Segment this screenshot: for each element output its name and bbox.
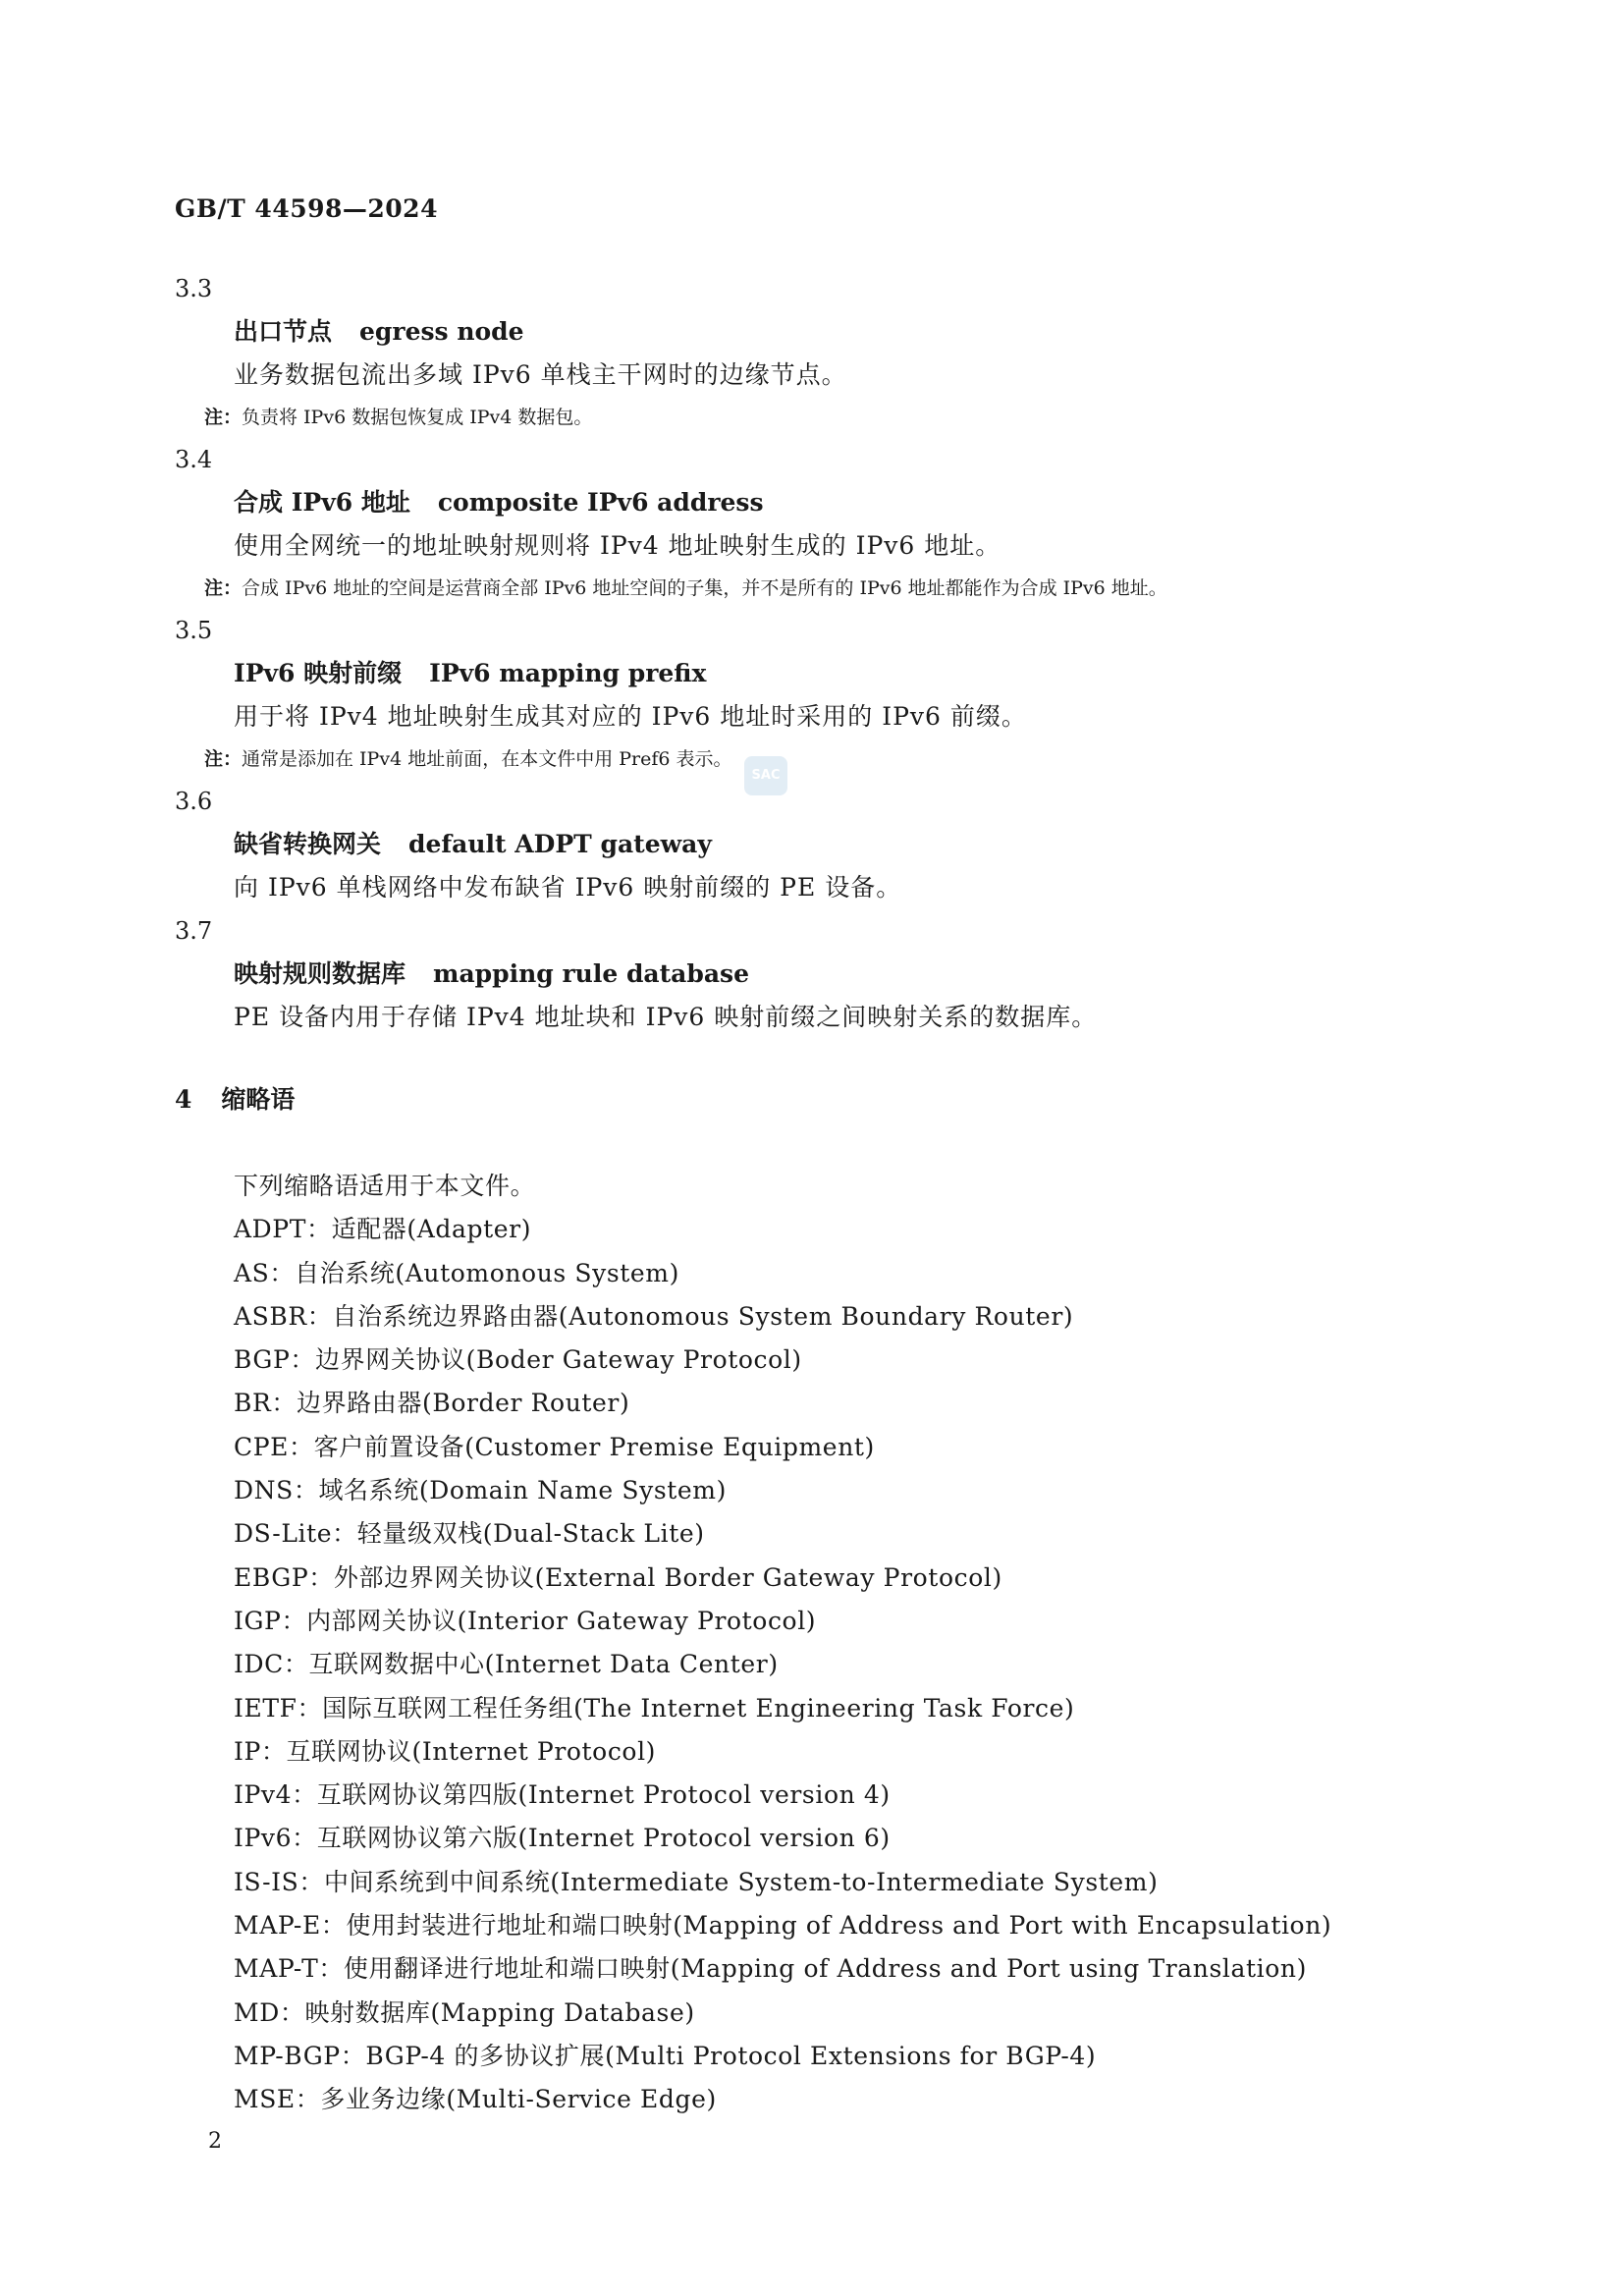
abbreviation-item: AS：自治系统(Automonous System): [234, 1258, 679, 1287]
abbreviation-item: IDC：互联网数据中心(Internet Data Center): [234, 1650, 779, 1679]
term-number: 3.4: [175, 446, 213, 473]
abbreviation-item: MAP-T：使用翻译进行地址和端口映射(Mapping of Address and Port using Translation): [234, 1954, 1307, 1984]
term-title-en: mapping rule database: [433, 959, 750, 988]
abbreviation-item: IETF：国际互联网工程任务组(The Internet Engineering Task Force): [234, 1693, 1075, 1722]
term-title: [175, 310, 1451, 354]
term-3-4: [175, 438, 1451, 609]
abbreviation-item: CPE：客户前置设备(Customer Premise Equipment): [234, 1432, 875, 1461]
abbreviation-item: IPv6：互联网协议第六版(Internet Protocol version 6): [234, 1824, 891, 1853]
note-label: 注：: [204, 407, 243, 428]
term-definition: 向 IPv6 单栈网络中发布缺省 IPv6 映射前缀的 PE 设备。: [234, 873, 902, 902]
note-label: 注：: [204, 748, 243, 770]
term-definition: 业务数据包流出多域 IPv6 单栈主干网时的边缘节点。: [234, 360, 847, 389]
document-id: GB/T 44598—2024: [175, 194, 438, 223]
abbreviation-item: MD：映射数据库(Mapping Database): [234, 1997, 695, 2027]
abbreviation-item: EBGP：外部边界网关协议(External Border Gateway Protocol): [234, 1562, 1002, 1592]
abbreviation-item: DS-Lite：轻量级双栈(Dual-Stack Lite): [234, 1519, 705, 1549]
term-title-en: IPv6 mapping prefix: [429, 659, 707, 687]
abbreviation-item: IS-IS：中间系统到中间系统(Intermediate System-to-Intermediate System): [234, 1867, 1159, 1896]
abbreviation-item: BGP：边界网关协议(Boder Gateway Protocol): [234, 1345, 802, 1375]
term-note: [175, 738, 1451, 780]
abbreviations-intro: 下列缩略语适用于本文件。: [234, 1172, 536, 1200]
abbreviation-item: ADPT：适配器(Adapter): [234, 1215, 532, 1244]
abbreviation-item: MAP-E：使用封装进行地址和端口映射(Mapping of Address and Port with Encapsulation): [234, 1911, 1332, 1941]
term-3-3: [175, 267, 1451, 438]
term-note: [175, 568, 1451, 609]
term-title-cn: 映射规则数据库: [234, 959, 406, 988]
note-text: 合成 IPv6 地址的空间是运营商全部 IPv6 地址空间的子集，并不是所有的 IPv6 地址都能作为合成 IPv6 地址。: [242, 577, 1167, 599]
term-title-en: default ADPT gateway: [408, 830, 712, 858]
term-3-6: [175, 780, 1451, 909]
section-heading: [175, 1080, 295, 1116]
term-title: [175, 652, 1451, 695]
abbreviation-item: IPv4：互联网协议第四版(Internet Protocol version 4): [234, 1780, 891, 1810]
term-definition: 用于将 IPv4 地址映射生成其对应的 IPv6 地址时采用的 IPv6 前缀。: [234, 702, 1027, 731]
abbreviation-item: IP：互联网协议(Internet Protocol): [234, 1736, 657, 1766]
abbreviation-item: DNS：域名系统(Domain Name System): [234, 1476, 727, 1505]
term-3-7: [175, 909, 1451, 1039]
term-title: [175, 953, 1451, 996]
section-number: 4: [175, 1085, 192, 1114]
note-text: 负责将 IPv6 数据包恢复成 IPv4 数据包。: [242, 407, 593, 428]
term-title-cn: 合成 IPv6 地址: [234, 488, 410, 517]
term-note: [175, 397, 1451, 438]
note-text: 通常是添加在 IPv4 地址前面，在本文件中用 Pref6 表示。: [242, 748, 732, 770]
term-definition: PE 设备内用于存储 IPv4 地址块和 IPv6 映射前缀之间映射关系的数据库。: [234, 1003, 1098, 1031]
term-number: 3.7: [175, 917, 213, 945]
term-title-cn: 出口节点: [234, 317, 333, 346]
sac-watermark: SAC: [744, 756, 787, 795]
term-3-5: [175, 609, 1451, 780]
term-definition: 使用全网统一的地址映射规则将 IPv4 地址映射生成的 IPv6 地址。: [234, 531, 1001, 560]
term-title-cn: 缺省转换网关: [234, 830, 382, 858]
term-title: [175, 481, 1451, 524]
abbreviation-item: BR：边界路由器(Border Router): [234, 1389, 630, 1418]
term-number: 3.6: [175, 788, 213, 815]
term-title-en: egress node: [359, 317, 524, 346]
terms-list: [175, 267, 1451, 1039]
abbreviation-item: MP-BGP：BGP-4 的多协议扩展(Multi Protocol Extensions for BGP-4): [234, 2041, 1097, 2070]
section-title: 缩略语: [221, 1085, 296, 1114]
term-title-en: composite IPv6 address: [437, 488, 764, 517]
note-label: 注：: [204, 577, 243, 599]
abbreviation-item: ASBR：自治系统边界路由器(Autonomous System Boundary Router): [234, 1301, 1074, 1331]
term-title: [175, 823, 1451, 866]
term-number: 3.5: [175, 617, 213, 644]
page-number: 2: [208, 2129, 222, 2154]
abbreviation-item: IGP：内部网关协议(Interior Gateway Protocol): [234, 1606, 817, 1635]
abbreviations-list: [234, 1165, 1461, 2122]
term-number: 3.3: [175, 275, 213, 302]
term-title-cn: IPv6 映射前缀: [234, 659, 403, 687]
abbreviation-item: MSE：多业务边缘(Multi-Service Edge): [234, 2085, 717, 2114]
